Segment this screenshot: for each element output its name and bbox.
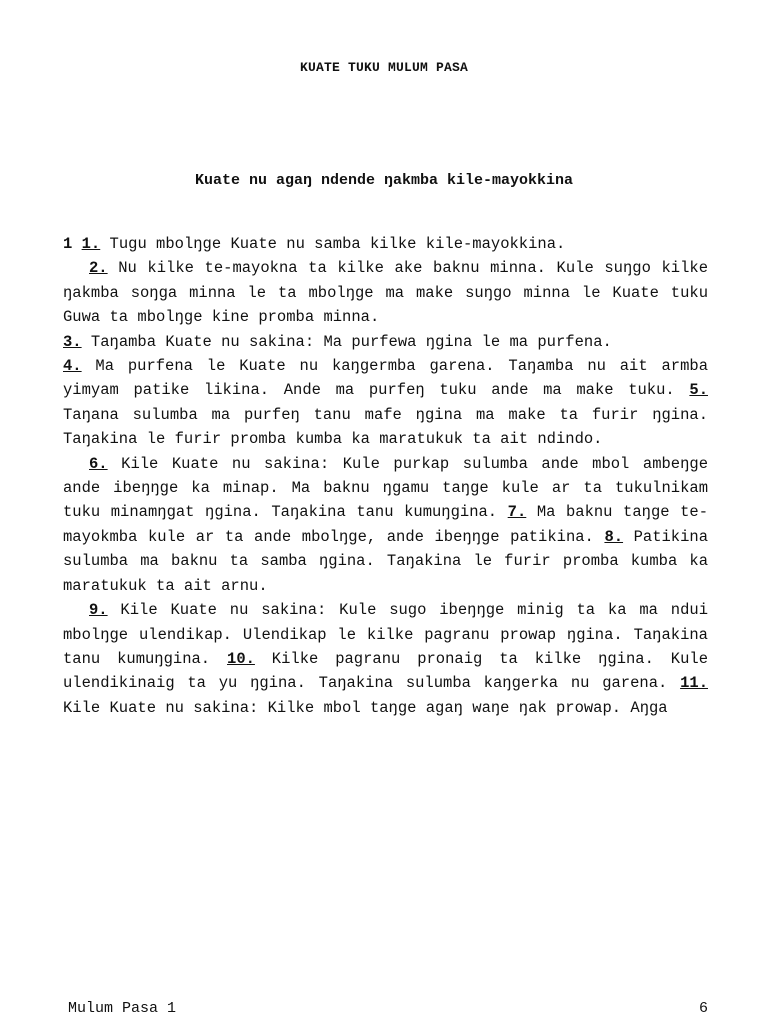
verse-number: 6. [89,454,108,473]
verse-number: 3. [63,332,82,351]
verse-text: Nu kilke te-mayokna ta kilke ake baknu minna. Kule suŋgo kilke ŋakmba soŋga minna le ta mbolŋge ma make suŋgo minna le Kuate tuku Guwa ta mbolŋge kine promba minna. [63,259,708,327]
paragraph-4 [63,354,708,452]
verse-number: 11. [680,674,708,693]
page-title: KUATE TUKU MULUM PASA [299,60,469,75]
verse-text: Taŋamba Kuate nu sakina: Ma purfewa ŋgina le ma purfena. [81,332,612,351]
page-number: 6 [698,1000,708,1017]
verse-text: Tugu mbolŋge Kuate nu samba kilke kile-mayokkina. [100,235,566,253]
paragraph-1 [63,232,708,256]
verse-number: 2. [89,259,108,278]
verse-number: 5. [689,381,708,400]
footer-book-title: Mulum Pasa 1 [68,1000,177,1017]
verse-text: Kile Kuate nu sakina: Kule purkap sulumba ande mbol ambeŋge ande ibeŋŋge ka minap. Ma baknu ŋgamu taŋge kule ar ta tukulnikam tuku minamŋgat ŋgina. Taŋakina tanu kumuŋgina. [63,454,708,522]
verse-text: Kilke pagranu pronaig ta kilke ŋgina. Kule ulendikinaig ta yu ŋgina. Taŋakina sulumba kaŋgerka nu garena. [63,649,708,693]
section-heading: Kuate nu agaŋ ndende ŋakmba kile-mayokkina [194,172,574,189]
scripture-text [63,232,708,720]
paragraph-2 [63,256,708,329]
verse-text: Taŋana sulumba ma purfeŋ tanu mafe ŋgina ma make ta furir ŋgina. Taŋakina le furir promba kumba ka maratukuk ta ait ndindo. [63,405,708,449]
verse-number: 8. [604,527,624,546]
verse-number: 9. [89,601,108,620]
verse-text: Patikina sulumba ma baknu ta samba ŋgina. Taŋakina le furir promba kumba ka maratukuk ta ait arnu. [63,527,709,595]
verse-number: 10. [227,649,255,668]
chapter-number: 1 [63,235,73,253]
verse-text: Kile Kuate nu sakina: Kule sugo ibeŋŋge minig ta ka ma ndui mbolŋge ulendikap. Ulendikap le kilke pagranu prowap ŋgina. Taŋakina tanu kumuŋgina. [63,601,708,668]
verse-number: 7. [507,503,527,522]
verse-text: Ma baknu taŋge te-mayokmba kule ar ta ande mbolŋge, ande ibeŋŋge patikina. [63,503,708,546]
paragraph-6 [63,452,708,598]
paragraph-9 [63,598,708,720]
verse-number: 1. [81,235,101,253]
verse-text: Ma purfena le Kuate nu kaŋgermba garena. Taŋamba nu ait armba yimyam patike likina. Ande ma purfeŋ tuku ande ma make tuku. [63,357,708,400]
verse-number: 4. [63,357,82,376]
paragraph-3 [63,330,708,354]
verse-text: Kile Kuate nu sakina: Kilke mbol taŋge agaŋ waŋe ŋak prowap. Aŋga [63,698,668,717]
